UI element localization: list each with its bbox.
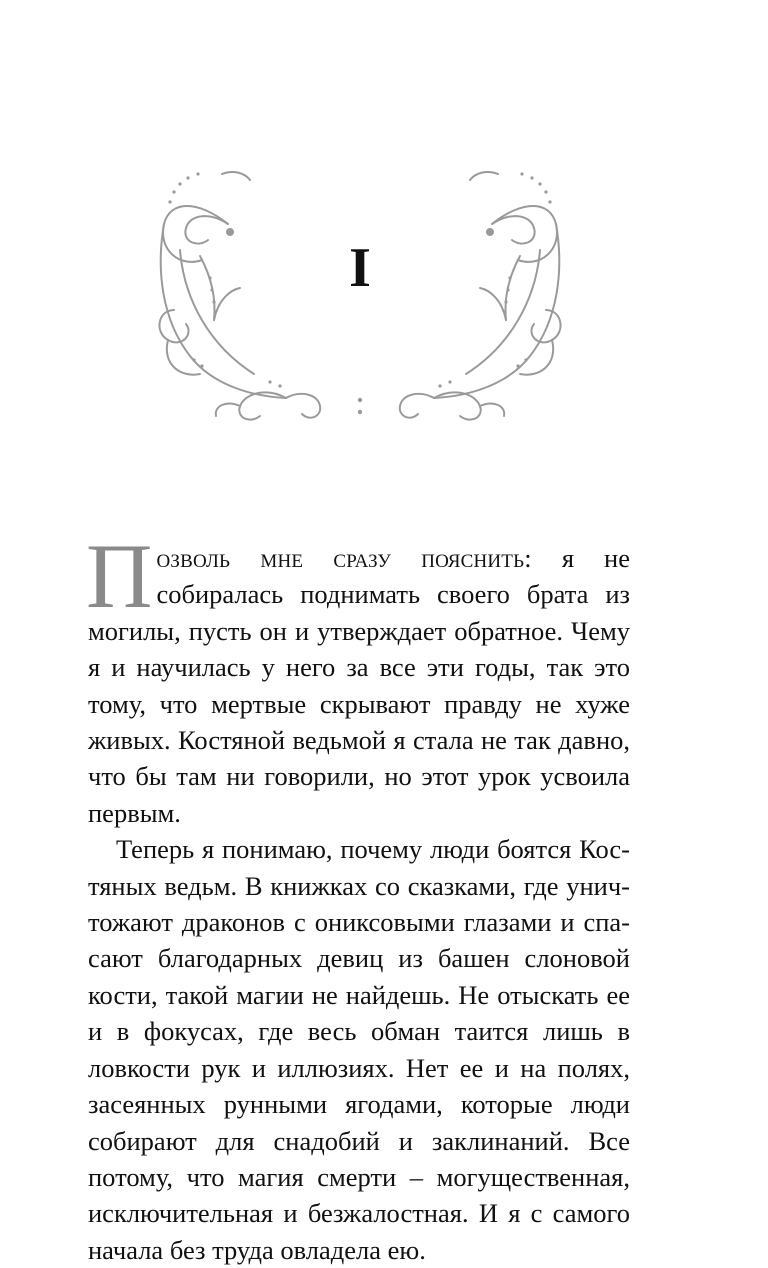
lead-in-smallcaps: озволь мне сразу пояснить: — [156, 543, 532, 573]
chapter-number: I — [349, 237, 371, 299]
paragraph-1-text: я не собиралась поднимать своего брата из могилы, пусть он и утверждает обратное. Чему я и научилась у него за все эти годы, так это тому, что мертвые скрывают правду не хуже живых. Костяной ведьмой я стала не так давно, что бы там ни говорили, но этот урок усвоила первым. — [88, 543, 630, 828]
paragraph-1 — [86, 525, 630, 831]
center-dots-icon — [358, 398, 362, 414]
drop-cap: П — [86, 525, 153, 627]
chapter-body — [86, 525, 630, 1268]
paragraph-2: Теперь я понимаю, почему люди боятся Костяных ведьм. В книжках со сказками, где уничтожают драконов с ониксовыми глазами и спасают благодарных девиц из башен слоновой кости, такой магии не найдешь. Не отыскать ее и в фокусах, где весь обман таится лишь в ловкости рук и иллюзиях. Нет ее и на полях, засеянных рунными ягодами, которые люди собирают для снадобий и заклинаний. Все потому, что магия смерти – могущественная, исключительная и безжалостная. И я с самого начала без труда овладела ею. — [88, 834, 630, 1265]
